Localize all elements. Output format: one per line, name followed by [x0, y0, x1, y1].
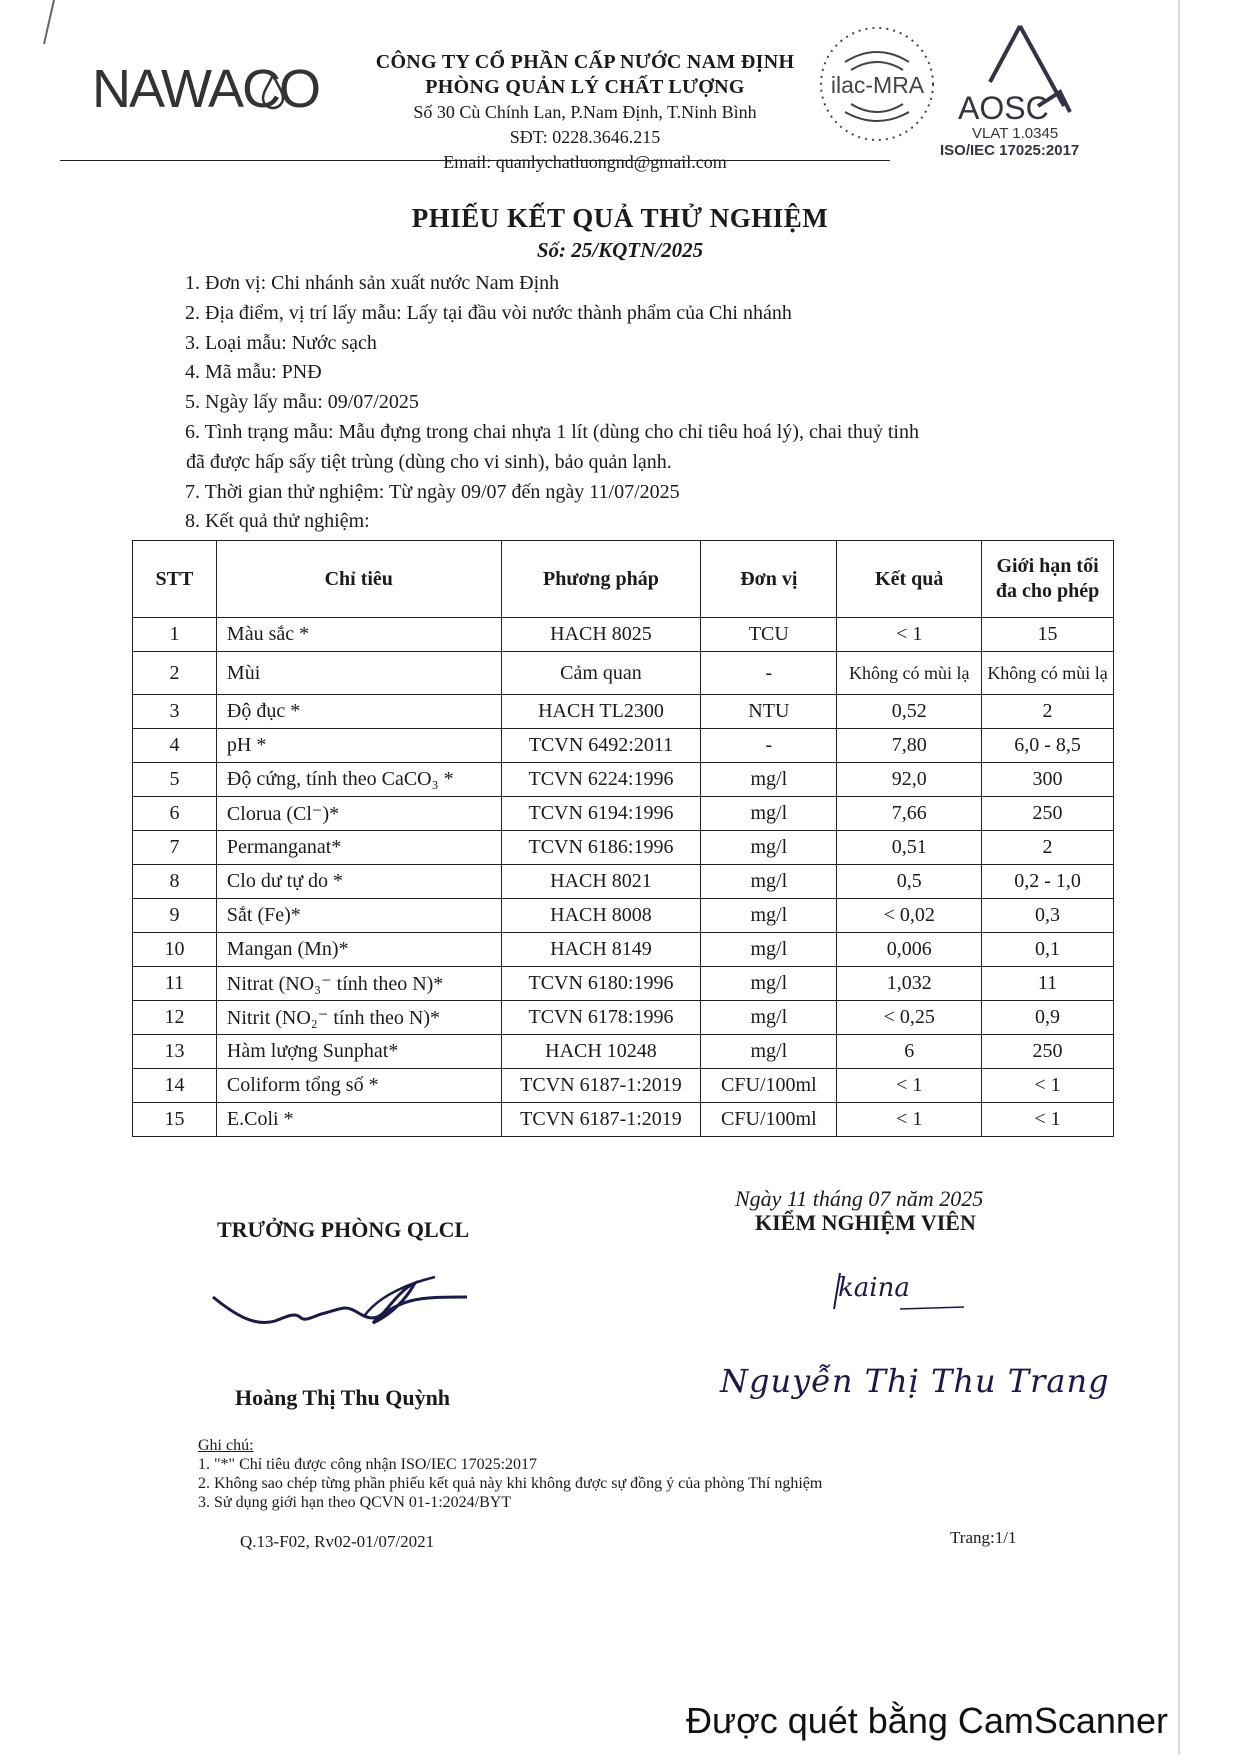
info-results-heading: 8. Kết quả thử nghiệm:	[185, 510, 370, 532]
company-phone: SĐT: 0228.3646.215	[509, 127, 661, 147]
cell-limit: 2	[982, 695, 1114, 729]
cell-method: TCVN 6187-1:2019	[501, 1103, 701, 1137]
table-row	[133, 933, 1114, 967]
cell-method: HACH 10248	[501, 1035, 701, 1069]
aosc-text: AOSC	[958, 90, 1049, 126]
info-sample-type: 3. Loại mẫu: Nước sạch	[185, 332, 377, 354]
water-drop-icon	[258, 72, 288, 110]
note-item-1: 1. "*" Chỉ tiêu được công nhận ISO/IEC 17025:2017	[198, 1456, 538, 1473]
cell-limit: 300	[982, 763, 1114, 797]
scan-right-edge	[1178, 0, 1180, 1755]
cell-limit: 250	[982, 1035, 1114, 1069]
right-initials-text: kaina	[838, 1273, 910, 1303]
cell-method: TCVN 6224:1996	[501, 763, 701, 797]
cell-limit: 6,0 - 8,5	[982, 729, 1114, 763]
ilac-mra-badge	[815, 22, 940, 147]
scan-margin-mark	[40, 0, 60, 50]
cell-stt: 8	[133, 865, 217, 899]
cell-unit: mg/l	[701, 797, 837, 831]
cell-parameter: Coliform tổng số *	[216, 1069, 501, 1103]
cell-stt: 11	[133, 967, 217, 1001]
notes-heading: Ghi chú:	[198, 1437, 254, 1454]
cell-stt: 6	[133, 797, 217, 831]
cell-method: HACH 8025	[501, 618, 701, 652]
cell-parameter: Clo dư tự do *	[216, 865, 501, 899]
cell-result: 0,5	[837, 865, 982, 899]
page-number: Trang:1/1	[950, 1528, 1017, 1547]
cell-method: HACH 8149	[501, 933, 701, 967]
cell-parameter: Nitrat (NO₃⁻ tính theo N)*	[216, 967, 501, 1001]
cell-result: < 0,02	[837, 899, 982, 933]
results-table	[132, 540, 1114, 1137]
cell-parameter: Mùi	[216, 652, 501, 695]
table-row	[133, 618, 1114, 652]
left-signatory-title: TRƯỞNG PHÒNG QLCL	[217, 1217, 470, 1242]
cell-stt: 4	[133, 729, 217, 763]
table-row	[133, 695, 1114, 729]
cell-limit: 15	[982, 618, 1114, 652]
cell-stt: 15	[133, 1103, 217, 1137]
cell-result: Không có mùi lạ	[837, 652, 982, 695]
cell-unit: mg/l	[701, 831, 837, 865]
cell-stt: 2	[133, 652, 217, 695]
cell-result: < 1	[837, 618, 982, 652]
scanner-watermark: Được quét bằng CamScanner	[686, 1700, 1168, 1741]
ilac-text: ilac-MRA	[830, 72, 925, 98]
cell-result: < 1	[837, 1103, 982, 1137]
cell-limit: 0,2 - 1,0	[982, 865, 1114, 899]
cell-parameter: Sắt (Fe)*	[216, 899, 501, 933]
col-header-method: Phương pháp	[501, 541, 701, 618]
cell-limit: 11	[982, 967, 1114, 1001]
signature-date: Ngày 11 tháng 07 năm 2025	[735, 1186, 984, 1211]
info-sample-condition: 6. Tình trạng mẫu: Mẫu đựng trong chai nhựa 1 lít (dùng cho chỉ tiêu hoá lý), chai thuỷ tinh	[185, 421, 919, 443]
cell-result: 92,0	[837, 763, 982, 797]
table-row	[133, 763, 1114, 797]
cell-method: TCVN 6187-1:2019	[501, 1069, 701, 1103]
table-row	[133, 967, 1114, 1001]
cell-unit: mg/l	[701, 967, 837, 1001]
right-signatory-title: KIỂM NGHIỆM VIÊN	[755, 1210, 976, 1235]
left-signatory-name: Hoàng Thị Thu Quỳnh	[235, 1385, 451, 1410]
cell-limit: 250	[982, 797, 1114, 831]
cell-parameter: Hàm lượng Sunphat*	[216, 1035, 501, 1069]
table-row	[133, 1035, 1114, 1069]
info-location: 2. Địa điểm, vị trí lấy mẫu: Lấy tại đầu vòi nước thành phẩm của Chi nhánh	[185, 302, 792, 324]
left-signature	[205, 1275, 490, 1355]
cell-result: < 0,25	[837, 1001, 982, 1035]
cell-result: 7,66	[837, 797, 982, 831]
cell-unit: TCU	[701, 618, 837, 652]
cell-result: 6	[837, 1035, 982, 1069]
cell-stt: 5	[133, 763, 217, 797]
col-header-unit: Đơn vị	[701, 541, 837, 618]
cell-unit: CFU/100ml	[701, 1069, 837, 1103]
info-sample-date: 5. Ngày lấy mẫu: 09/07/2025	[185, 391, 419, 413]
col-header-parameter: Chỉ tiêu	[216, 541, 501, 618]
cell-stt: 13	[133, 1035, 217, 1069]
cell-unit: mg/l	[701, 763, 837, 797]
cell-limit: Không có mùi lạ	[982, 652, 1114, 695]
table-row	[133, 729, 1114, 763]
note-item-2: 2. Không sao chép từng phần phiếu kết quả này khi không được sự đồng ý của phòng Thí nghiệm	[198, 1475, 823, 1492]
report-title: PHIẾU KẾT QUẢ THỬ NGHIỆM	[411, 203, 829, 233]
table-row	[133, 1001, 1114, 1035]
iso-text: ISO/IEC 17025:2017	[940, 142, 1080, 159]
cell-unit: -	[701, 729, 837, 763]
company-header	[355, 50, 815, 175]
cell-parameter: Mangan (Mn)*	[216, 933, 501, 967]
cell-method: TCVN 6492:2011	[501, 729, 701, 763]
cell-parameter: E.Coli *	[216, 1103, 501, 1137]
cell-result: < 1	[837, 1069, 982, 1103]
col-header-stt: STT	[133, 541, 217, 618]
cell-stt: 7	[133, 831, 217, 865]
aosc-badge	[940, 22, 1100, 162]
cell-method: TCVN 6194:1996	[501, 797, 701, 831]
note-item-3: 3. Sử dụng giới hạn theo QCVN 01-1:2024/BYT	[198, 1494, 512, 1511]
col-header-limit: Giới hạn tối đa cho phép	[982, 541, 1114, 618]
table-header-row	[133, 541, 1114, 618]
cell-unit: mg/l	[701, 899, 837, 933]
cell-stt: 14	[133, 1069, 217, 1103]
cell-parameter: Độ đục *	[216, 695, 501, 729]
cell-result: 7,80	[837, 729, 982, 763]
cell-stt: 1	[133, 618, 217, 652]
cell-result: 0,51	[837, 831, 982, 865]
table-row	[133, 1103, 1114, 1137]
cell-unit: mg/l	[701, 933, 837, 967]
cell-limit: < 1	[982, 1103, 1114, 1137]
cell-stt: 12	[133, 1001, 217, 1035]
cell-result: 1,032	[837, 967, 982, 1001]
cell-limit: 2	[982, 831, 1114, 865]
cell-stt: 3	[133, 695, 217, 729]
cell-stt: 9	[133, 899, 217, 933]
cell-method: TCVN 6178:1996	[501, 1001, 701, 1035]
table-row	[133, 865, 1114, 899]
logo-text: NAWACO	[92, 59, 319, 119]
vlat-text: VLAT 1.0345	[972, 125, 1059, 142]
cell-limit: 0,3	[982, 899, 1114, 933]
right-initials-signature	[830, 1265, 970, 1315]
cell-limit: < 1	[982, 1069, 1114, 1103]
cell-parameter: Permanganat*	[216, 831, 501, 865]
cell-parameter: Clorua (Cl⁻)*	[216, 797, 501, 831]
cell-parameter: Màu sắc *	[216, 618, 501, 652]
cell-unit: mg/l	[701, 865, 837, 899]
cell-unit: -	[701, 652, 837, 695]
cell-unit: CFU/100ml	[701, 1103, 837, 1137]
col-header-result: Kết quả	[837, 541, 982, 618]
cell-result: 0,006	[837, 933, 982, 967]
company-address: Số 30 Cù Chính Lan, P.Nam Định, T.Ninh Bình	[413, 102, 757, 122]
cell-method: HACH 8021	[501, 865, 701, 899]
cell-method: TCVN 6180:1996	[501, 967, 701, 1001]
cell-limit: 0,1	[982, 933, 1114, 967]
table-row	[133, 831, 1114, 865]
table-row	[133, 797, 1114, 831]
cell-parameter: pH *	[216, 729, 501, 763]
cell-unit: mg/l	[701, 1035, 837, 1069]
company-email: Email: quanlychatluongnd@gmail.com	[443, 152, 727, 172]
department-name: PHÒNG QUẢN LÝ CHẤT LƯỢNG	[425, 76, 745, 98]
cell-method: Cảm quan	[501, 652, 701, 695]
table-row	[133, 652, 1114, 695]
table-body	[133, 618, 1114, 1137]
cell-unit: NTU	[701, 695, 837, 729]
cell-parameter: Độ cứng, tính theo CaCO₃ *	[216, 763, 501, 797]
info-sample-code: 4. Mã mẫu: PNĐ	[185, 361, 322, 383]
table-row	[133, 1069, 1114, 1103]
info-unit: 1. Đơn vị: Chi nhánh sản xuất nước Nam Định	[185, 272, 560, 294]
cell-method: TCVN 6186:1996	[501, 831, 701, 865]
cell-method: HACH 8008	[501, 899, 701, 933]
right-signatory-name-handwritten: Nguyễn Thị Thu Trang	[720, 1362, 1110, 1400]
cell-stt: 10	[133, 933, 217, 967]
cell-limit: 0,9	[982, 1001, 1114, 1035]
info-sample-condition-cont: đã được hấp sấy tiệt trùng (dùng cho vi sinh), bảo quản lạnh.	[186, 451, 672, 473]
nawaco-logo	[92, 58, 319, 128]
cell-unit: mg/l	[701, 1001, 837, 1035]
company-name: CÔNG TY CỔ PHẦN CẤP NƯỚC NAM ĐỊNH	[375, 51, 795, 73]
form-code: Q.13-F02, Rv02-01/07/2021	[240, 1532, 435, 1551]
cell-parameter: Nitrit (NO₂⁻ tính theo N)*	[216, 1001, 501, 1035]
info-test-period: 7. Thời gian thử nghiệm: Từ ngày 09/07 đến ngày 11/07/2025	[185, 481, 680, 503]
cell-method: HACH TL2300	[501, 695, 701, 729]
header-divider	[60, 160, 890, 161]
report-number: Số: 25/KQTN/2025	[536, 238, 704, 262]
cell-result: 0,52	[837, 695, 982, 729]
table-row	[133, 899, 1114, 933]
